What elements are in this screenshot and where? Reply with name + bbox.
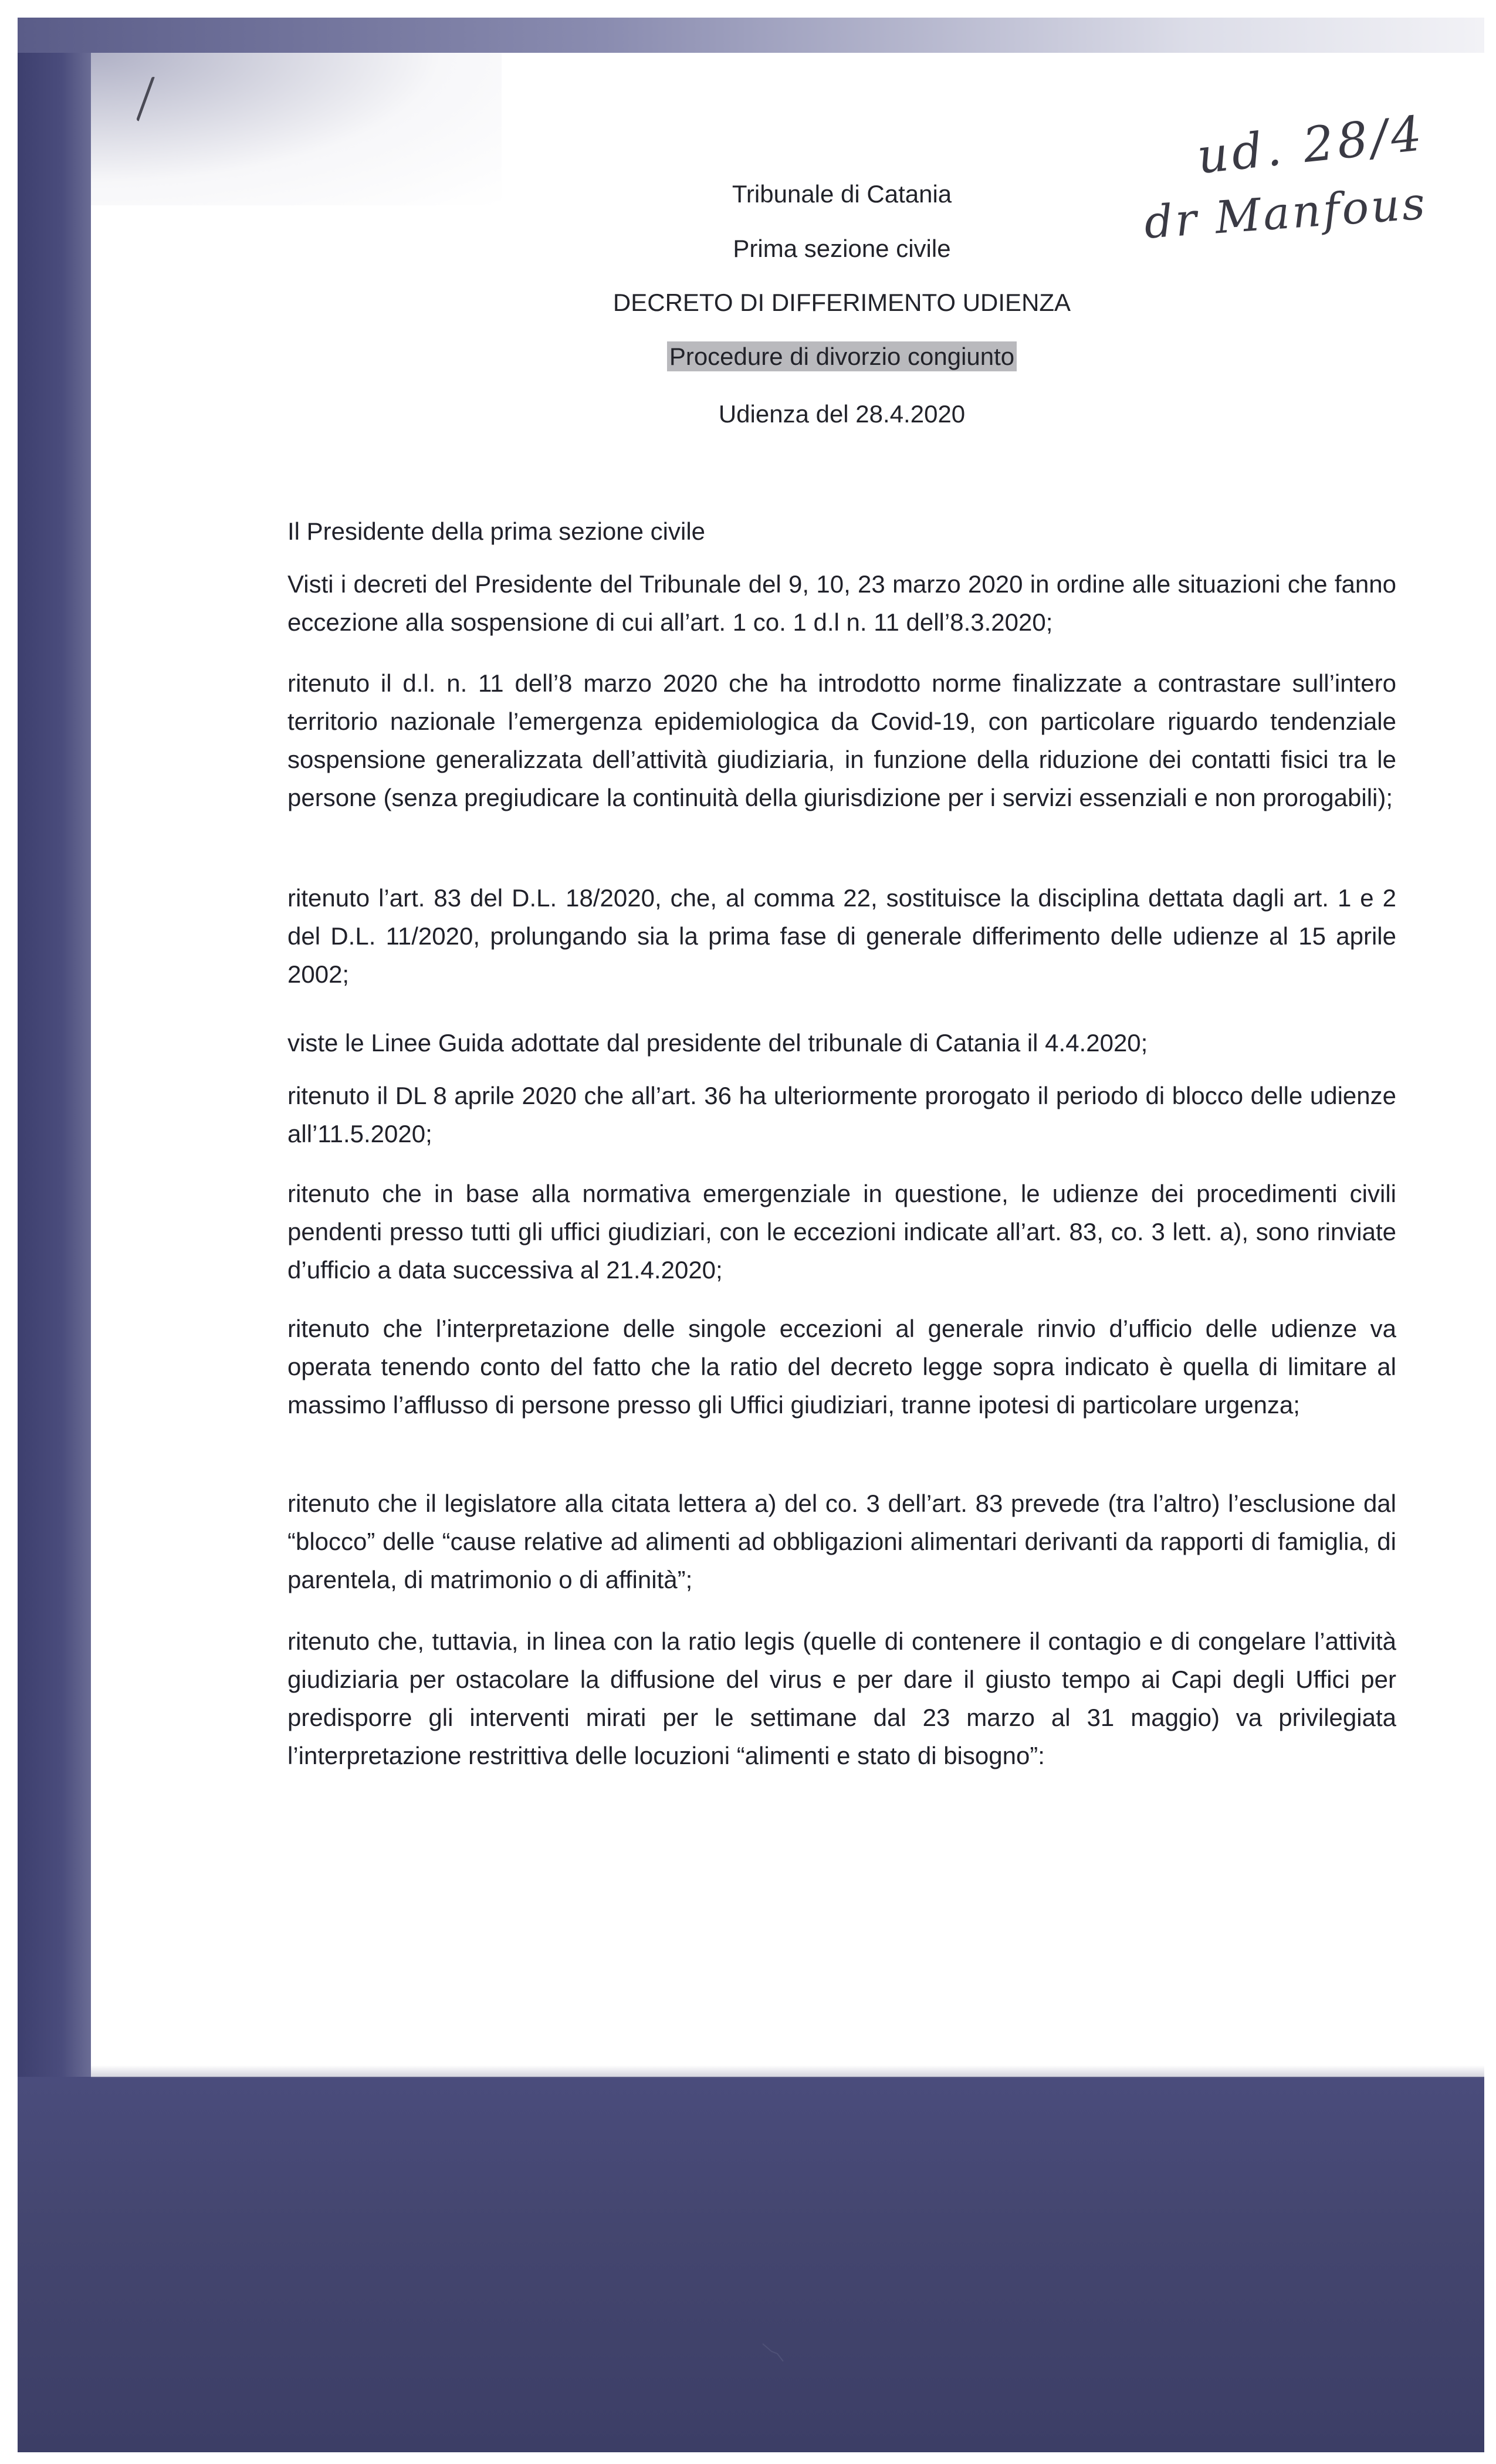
scanner-border-top bbox=[18, 18, 1484, 53]
paragraph-8: ritenuto che il legislatore alla citata lettera a) del co. 3 dell’art. 83 prevede (tra l’altro) l’esclusione dal “blocco” delle “cause relative ad alimenti ad obbligazioni alimentari derivanti da rapporti di famiglia, di parentela, di matrimonio o di affinità”; bbox=[287, 1490, 1396, 1593]
paragraph-3: ritenuto l’art. 83 del D.L. 18/2020, che, al comma 22, sostituisce la disciplina dettata dagli art. 1 e 2 del D.L. 11/2020, prolungando sia la prima fase di generale differimento delle udienze al 15 aprile 2002; bbox=[287, 884, 1396, 988]
section-name: Prima sezione civile bbox=[733, 235, 951, 262]
highlighted-procedure-type: Procedure di divorzio congiunto bbox=[667, 341, 1017, 371]
page-edge-shadow bbox=[91, 2065, 1484, 2078]
hearing-date: Udienza del 28.4.2020 bbox=[718, 400, 966, 428]
scanner-border-bottom bbox=[18, 2077, 1484, 2452]
court-name: Tribunale di Catania bbox=[732, 180, 952, 208]
decree-title: DECRETO DI DIFFERIMENTO UDIENZA bbox=[612, 289, 1071, 316]
paragraph-7: ritenuto che l’interpretazione delle singole eccezioni al generale rinvio d’ufficio delle udienze va operata tenendo conto del fatto che la ratio del decreto legge sopra indicato è quella di limitare al massimo l’afflusso di persone presso gli Uffici giudiziari, tranne ipotesi di particolare urgenza; bbox=[287, 1315, 1396, 1419]
scan-speck bbox=[760, 2341, 795, 2370]
handwritten-note-line-1: ud. 28/4 bbox=[1194, 105, 1428, 185]
paragraph-4: viste le Linee Guida adottate dal presidente del tribunale di Catania il 4.4.2020; bbox=[287, 1029, 1148, 1057]
procedure-type bbox=[287, 341, 1396, 372]
paragraph-9: ritenuto che, tuttavia, in linea con la ratio legis (quelle di contenere il contagio e di congelare l’attività giudiziaria per ostacolare la diffusione del virus e per dare il giusto tempo ai Capi degli Uffici per predisporre gli interventi mirati per le settimane dal 23 marzo al 31 maggio) va privilegiata l’interpretazione restrittiva delle locuzioni “alimenti e stato di bisogno”: bbox=[287, 1627, 1396, 1769]
paragraph-2: ritenuto il d.l. n. 11 dell’8 marzo 2020 che ha introdotto norme finalizzate a contrastare sull’intero territorio nazionale l’emergenza epidemiologica da Covid-19, con particolare riguardo tendenziale sospensione generalizzata dell’attività giudiziaria, in funzione della riduzione dei contatti fisici tra le persone (senza pregiudicare la continuità della giurisdizione per i servizi essenziali e non prorogabili); bbox=[287, 669, 1396, 811]
paragraph-1: Visti i decreti del Presidente del Tribunale del 9, 10, 23 marzo 2020 in ordine alle situazioni che fanno eccezione alla sospensione di cui all’art. 1 co. 1 d.l n. 11 dell’8.3.2020; bbox=[287, 570, 1396, 636]
paragraph-6: ritenuto che in base alla normativa emergenziale in questione, le udienze dei procedimenti civili pendenti presso tutti gli uffici giudiziari, con le eccezioni indicate all’art. 83, co. 3 lett. a), sono rinviate d’ufficio a data successiva al 21.4.2020; bbox=[287, 1180, 1396, 1284]
paragraph-5: ritenuto il DL 8 aprile 2020 che all’art. 36 ha ulteriormente prorogato il periodo di blocco delle udienze all’11.5.2020; bbox=[287, 1082, 1396, 1148]
opening-line: Il Presidente della prima sezione civile bbox=[287, 517, 706, 545]
handwritten-note-line-2: dr Manfous bbox=[1142, 177, 1429, 249]
